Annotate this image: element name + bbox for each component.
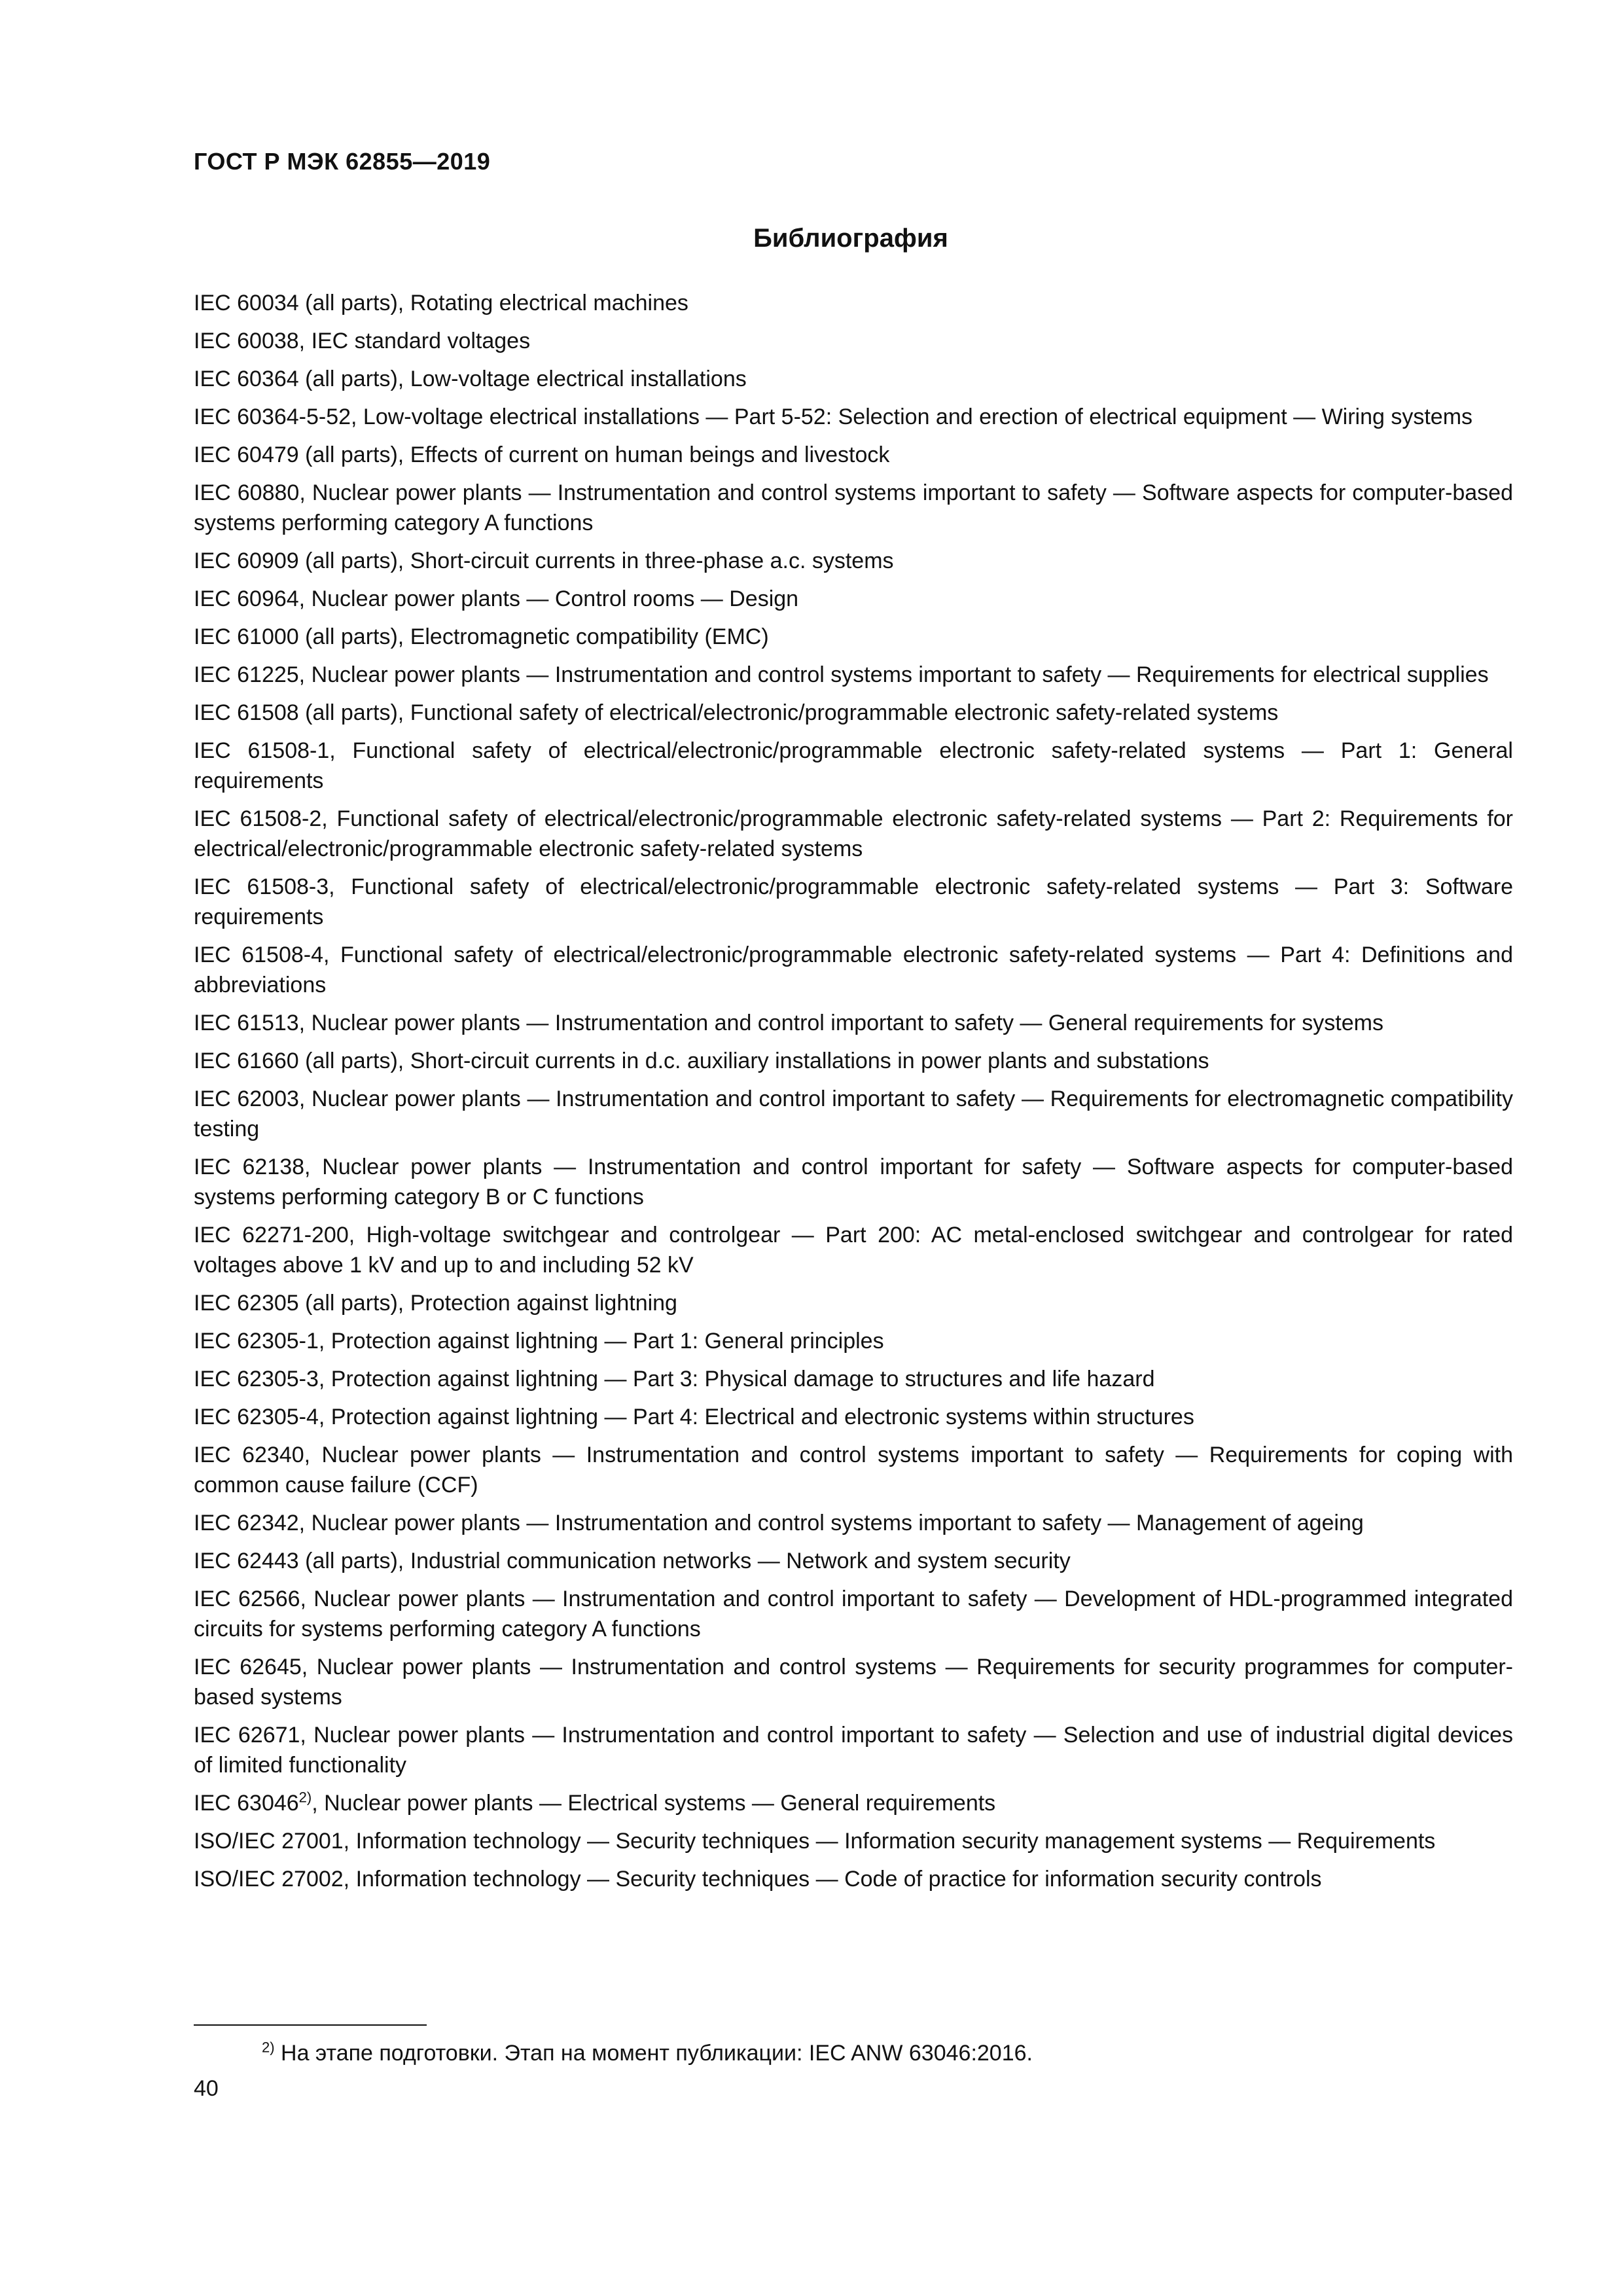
bib-entry: IEC 62305-3, Protection against lightning — Part 3: Physical damage to structures and life hazard [194,1367,1155,1391]
bib-entry: IEC 62271-200, High-voltage switchgear and controlgear — Part 200: AC metal-enclosed switchgear and controlgear for rated voltages above 1 kV and up to and including 52 kV [194,1223,1513,1278]
bib-entry: IEC 60364 (all parts), Low-voltage electrical installations [194,367,747,391]
bib-entry: IEC 60479 (all parts), Effects of current on human beings and livestock [194,442,890,467]
bib-entry: IEC 61508-1, Functional safety of electrical/electronic/programmable electronic safety-related systems — Part 1: General requirements [194,738,1513,793]
bib-entry-title: , Nuclear power plants — Electrical systems — General requirements [312,1791,996,1816]
standard-designation: ГОСТ Р МЭК 62855—2019 [194,148,491,175]
bib-entry-ref: IEC 63046 [194,1791,299,1816]
footnote-reference-mark: 2) [298,1789,312,1806]
bib-entry: IEC 62305-1, Protection against lightning — Part 1: General principles [194,1329,884,1354]
bib-entry: ISO/IEC 27002, Information technology — Security techniques — Code of practice for information security controls [194,1867,1322,1892]
bib-entry: IEC 61000 (all parts), Electromagnetic compatibility (EMC) [194,624,769,649]
page-number: 40 [194,2076,219,2101]
bib-entry: IEC 62305 (all parts), Protection against lightning [194,1291,677,1316]
bibliography-title: Библиография [753,224,948,253]
bib-entry: IEC 61660 (all parts), Short-circuit currents in d.c. auxiliary installations in power plants and substations [194,1049,1209,1073]
bib-entry: IEC 62671, Nuclear power plants — Instrumentation and control important to safety — Selection and use of industrial digital devices of limited functionality [194,1723,1513,1778]
footnote-separator [194,2024,427,2026]
bib-entry: IEC 61513, Nuclear power plants — Instrumentation and control important to safety — General requirements for systems [194,1011,1383,1035]
bib-entry: IEC 60964, Nuclear power plants — Control rooms — Design [194,586,799,611]
bib-entry: IEC 60364-5-52, Low-voltage electrical installations — Part 5-52: Selection and erection of electrical equipment — Wiring systems [194,404,1473,429]
bib-entry: ISO/IEC 27001, Information technology — Security techniques — Information security management systems — Requirements [194,1829,1436,1854]
footnote-mark: 2) [262,2039,275,2056]
bib-entry: IEC 61508-3, Functional safety of electrical/electronic/programmable electronic safety-related systems — Part 3: Software requirements [194,874,1513,929]
bib-entry: IEC 60034 (all parts), Rotating electrical machines [194,291,688,315]
bib-entry: IEC 61508-4, Functional safety of electrical/electronic/programmable electronic safety-related systems — Part 4: Definitions and abbreviations [194,942,1513,997]
bib-entry: IEC 62566, Nuclear power plants — Instrumentation and control important to safety — Development of HDL-programmed integrated circuits for systems performing category A functions [194,1587,1513,1641]
footnote-text: На этапе подготовки. Этап на момент публикации: IEC ANW 63046:2016. [274,2041,1033,2066]
bib-entry: IEC 62443 (all parts), Industrial communication networks — Network and system security [194,1549,1071,1573]
bib-entry: IEC 62340, Nuclear power plants — Instrumentation and control systems important to safety — Requirements for coping with common cause failure (CCF) [194,1443,1513,1498]
bib-entry: IEC 61225, Nuclear power plants — Instrumentation and control systems important to safety — Requirements for electrical supplies [194,662,1489,687]
bib-entry: IEC 62138, Nuclear power plants — Instrumentation and control important for safety — Software aspects for computer-based systems performing category B or C functions [194,1155,1513,1210]
bib-entry: IEC 60038, IEC standard voltages [194,329,531,353]
bib-entry-iec-63046 [194,1788,1513,1818]
bib-entry: IEC 61508 (all parts), Functional safety of electrical/electronic/programmable electronic safety-related systems [194,700,1279,725]
bib-entry: IEC 60909 (all parts), Short-circuit currents in three-phase a.c. systems [194,548,894,573]
bib-entry: IEC 62645, Nuclear power plants — Instrumentation and control systems — Requirements for security programmes for computer-based systems [194,1655,1513,1710]
bib-entry: IEC 60880, Nuclear power plants — Instrumentation and control systems important to safety — Software aspects for computer-based systems performing category A functions [194,480,1513,535]
bib-entry: IEC 61508-2, Functional safety of electrical/electronic/programmable electronic safety-related systems — Part 2: Requirements for electrical/electronic/programmable electronic safety-related systems [194,806,1513,861]
bib-entry: IEC 62003, Nuclear power plants — Instrumentation and control important to safety — Requirements for electromagnetic compatibility testing [194,1086,1513,1141]
bib-entry: IEC 62342, Nuclear power plants — Instrumentation and control systems important to safety — Management of ageing [194,1511,1364,1535]
bib-entry: IEC 62305-4, Protection against lightning — Part 4: Electrical and electronic systems within structures [194,1405,1194,1429]
footnote [262,2038,1033,2068]
bibliography-list [194,288,1513,1902]
